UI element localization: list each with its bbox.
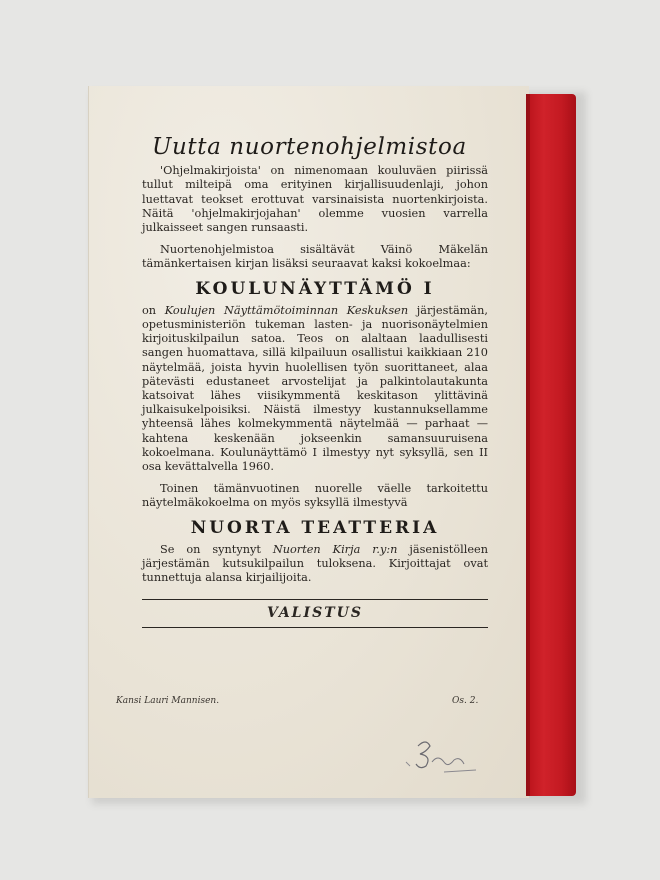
spine-edge	[526, 94, 530, 796]
k1-italic: Koulujen Näyttämötoiminnan Keskuksen	[164, 303, 409, 317]
nuorta-teatteria-paragraph	[142, 543, 488, 586]
top-rule	[142, 599, 488, 600]
k1-rest: järjestämän, opetusministeriön tukeman lasten- ja nuorisonäytelmien kirjoituskilpailun satoa. Teos on alaltaan laadullisesti sangen huomattava, sillä kilpailuun osallistui kaikkiaan 210 näytelmää, joista hyvin huolellisen työn suorittaneet, alaa pätevästi edustaneet arvostelijat ja palkintolautakunta katsoivat lähes viisikymmentä keskitason ylittävinä julkaisukelpoisiksi. Näistä ilmestyy kustannuksellamme yhteensä lähes kolmekymmentä näytelmää — parhaat — kahtena keskenään jokseenkin samansuuruisena kokoelmana. Koulunäyttämö I ilmestyy nyt syksyllä, sen II osa kevättalvella 1960.	[142, 303, 488, 474]
heading-nuorta-teatteria: NUORTA TEATTERIA	[190, 517, 440, 538]
kouluna-yttamo-paragraph	[142, 304, 488, 474]
intro-paragraph-1: 'Ohjelmakirjoista' on nimenomaan kouluväen piirissä tullut milteipä oma erityinen kirjallisuudenlaji, johon luettavat teokset erottuvat varsinaisista nuortenkirjoista. Näitä 'ohjelmakirjojahan' olemme vuosien varrella julkaisseet sangen runsaasti.	[142, 164, 488, 235]
k1-lead: on	[142, 303, 165, 317]
cover-credit: Kansi Lauri Mannisen.	[116, 696, 220, 706]
bottom-rule	[142, 627, 488, 628]
pencil-scribble	[404, 732, 484, 782]
catalog-mark: Os. 2.	[452, 696, 479, 706]
nt-italic: Nuorten Kirja r.y:n	[272, 542, 398, 556]
nt-rest: jäsenistölleen järjestämän kutsukilpailun tuloksena. Kirjoittajat ovat tunnettuja alansa kirjailijoita.	[142, 542, 488, 585]
second-collection-paragraph: Toinen tämänvuotinen nuorelle väelle tarkoitettu näytelmäkokoelma on myös syksyllä ilmestyvä	[142, 482, 488, 510]
heading-kouluna-yttamo: KOULUNÄYTTÄMÖ I	[195, 278, 435, 299]
book-spine	[526, 94, 576, 796]
nt-lead: Se on syntynyt	[160, 542, 273, 556]
cover-text-block	[142, 132, 488, 628]
cover-title: Uutta nuortenohjelmistoa	[152, 134, 467, 160]
intro-paragraph-2: Nuortenohjelmistoa sisältävät Väinö Mäkelän tämänkertaisen kirjan lisäksi seuraavat kaksi kokoelmaa:	[142, 243, 488, 271]
publisher-name: VALISTUS	[267, 605, 363, 622]
